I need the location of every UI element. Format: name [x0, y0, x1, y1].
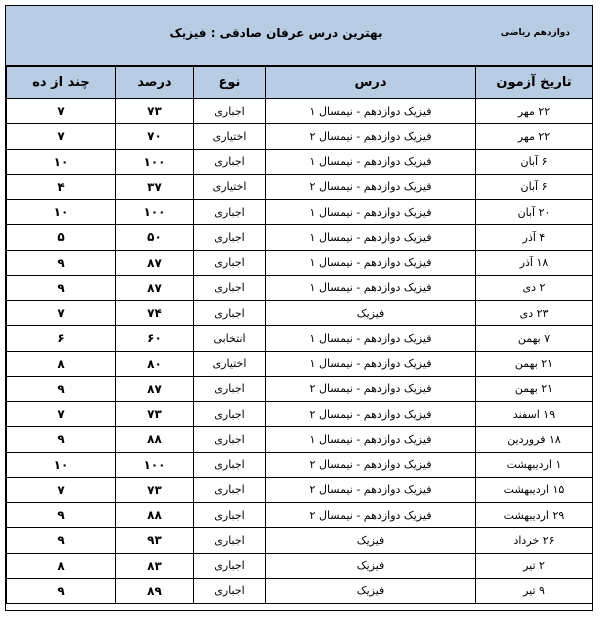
cell-score: ۷ [7, 402, 116, 427]
cell-percent: ۷۰ [116, 124, 194, 149]
cell-percent: ۱۰۰ [116, 452, 194, 477]
cell-score: ۷ [7, 477, 116, 502]
cell-date: ۲۲ مهر [476, 99, 593, 124]
results-table [6, 66, 593, 604]
cell-percent: ۱۰۰ [116, 200, 194, 225]
table-row [7, 301, 593, 326]
column-header-lesson: درس [266, 67, 476, 99]
title-banner [6, 6, 592, 66]
cell-lesson: فیزیک دوازدهم - نیمسال ۱ [266, 427, 476, 452]
cell-type: اختیاری [194, 351, 266, 376]
cell-date: ۲۱ بهمن [476, 376, 593, 401]
cell-percent: ۸۸ [116, 427, 194, 452]
cell-date: ۲۶ خرداد [476, 528, 593, 553]
cell-lesson: فیزیک دوازدهم - نیمسال ۱ [266, 275, 476, 300]
cell-percent: ۵۰ [116, 225, 194, 250]
table-row [7, 149, 593, 174]
cell-lesson: فیزیک دوازدهم - نیمسال ۱ [266, 326, 476, 351]
cell-percent: ۹۳ [116, 528, 194, 553]
cell-lesson: فیزیک [266, 528, 476, 553]
cell-percent: ۸۰ [116, 351, 194, 376]
cell-lesson: فیزیک دوازدهم - نیمسال ۱ [266, 225, 476, 250]
cell-percent: ۸۷ [116, 275, 194, 300]
cell-type: اجباری [194, 477, 266, 502]
table-row [7, 275, 593, 300]
cell-lesson: فیزیک دوازدهم - نیمسال ۱ [266, 250, 476, 275]
cell-date: ۹ تیر [476, 578, 593, 603]
cell-percent: ۷۳ [116, 477, 194, 502]
cell-type: اجباری [194, 250, 266, 275]
cell-type: انتخابی [194, 326, 266, 351]
cell-score: ۷ [7, 99, 116, 124]
cell-type: اجباری [194, 402, 266, 427]
table-row [7, 402, 593, 427]
cell-lesson: فیزیک دوازدهم - نیمسال ۲ [266, 452, 476, 477]
table-row [7, 528, 593, 553]
cell-lesson: فیزیک دوازدهم - نیمسال ۱ [266, 200, 476, 225]
cell-date: ۲ دی [476, 275, 593, 300]
table-row [7, 578, 593, 603]
cell-lesson: فیزیک دوازدهم - نیمسال ۲ [266, 124, 476, 149]
cell-percent: ۸۳ [116, 553, 194, 578]
cell-type: اجباری [194, 301, 266, 326]
report-card [5, 5, 593, 611]
cell-percent: ۳۷ [116, 174, 194, 199]
table-row [7, 452, 593, 477]
cell-score: ۶ [7, 326, 116, 351]
cell-type: اجباری [194, 200, 266, 225]
cell-date: ۱۸ فروردین [476, 427, 593, 452]
column-header-type: نوع [194, 67, 266, 99]
cell-date: ۲۰ آبان [476, 200, 593, 225]
cell-type: اجباری [194, 503, 266, 528]
cell-type: اجباری [194, 578, 266, 603]
cell-score: ۱۰ [7, 149, 116, 174]
cell-lesson: فیزیک دوازدهم - نیمسال ۱ [266, 149, 476, 174]
cell-lesson: فیزیک دوازدهم - نیمسال ۲ [266, 174, 476, 199]
cell-lesson: فیزیک دوازدهم - نیمسال ۲ [266, 376, 476, 401]
cell-type: اجباری [194, 376, 266, 401]
cell-type: اجباری [194, 275, 266, 300]
cell-type: اختیاری [194, 174, 266, 199]
table-row [7, 477, 593, 502]
cell-type: اجباری [194, 553, 266, 578]
table-row [7, 99, 593, 124]
cell-score: ۹ [7, 427, 116, 452]
page-title: بهترین درس عرفان صادقی : فیزیک [169, 26, 383, 40]
cell-lesson: فیزیک دوازدهم - نیمسال ۱ [266, 351, 476, 376]
grade-label: دوازدهم ریاضی [500, 28, 570, 38]
cell-type: اجباری [194, 452, 266, 477]
cell-score: ۸ [7, 553, 116, 578]
table-row [7, 553, 593, 578]
cell-score: ۵ [7, 225, 116, 250]
cell-percent: ۱۰۰ [116, 149, 194, 174]
table-row [7, 503, 593, 528]
cell-date: ۲ تیر [476, 553, 593, 578]
cell-percent: ۸۸ [116, 503, 194, 528]
cell-type: اجباری [194, 528, 266, 553]
cell-percent: ۷۳ [116, 402, 194, 427]
cell-date: ۲۲ مهر [476, 124, 593, 149]
cell-lesson: فیزیک دوازدهم - نیمسال ۲ [266, 402, 476, 427]
cell-type: اجباری [194, 149, 266, 174]
cell-score: ۴ [7, 174, 116, 199]
table-row [7, 225, 593, 250]
cell-percent: ۷۴ [116, 301, 194, 326]
cell-score: ۹ [7, 250, 116, 275]
cell-date: ۶ آبان [476, 149, 593, 174]
column-header-date: تاریخ آزمون [476, 67, 593, 99]
cell-date: ۱۵ اردیبهشت [476, 477, 593, 502]
cell-score: ۹ [7, 376, 116, 401]
cell-date: ۱۸ آذر [476, 250, 593, 275]
table-row [7, 376, 593, 401]
cell-score: ۸ [7, 351, 116, 376]
cell-lesson: فیزیک دوازدهم - نیمسال ۲ [266, 503, 476, 528]
cell-type: اجباری [194, 225, 266, 250]
cell-lesson: فیزیک [266, 578, 476, 603]
cell-score: ۱۰ [7, 200, 116, 225]
table-row [7, 174, 593, 199]
table-row [7, 124, 593, 149]
cell-percent: ۷۳ [116, 99, 194, 124]
cell-date: ۲۹ اردیبهشت [476, 503, 593, 528]
cell-date: ۶ آبان [476, 174, 593, 199]
cell-type: اختیاری [194, 124, 266, 149]
cell-percent: ۸۷ [116, 376, 194, 401]
cell-score: ۹ [7, 578, 116, 603]
cell-score: ۹ [7, 503, 116, 528]
table-row [7, 200, 593, 225]
table-row [7, 351, 593, 376]
cell-date: ۴ آذر [476, 225, 593, 250]
cell-percent: ۸۹ [116, 578, 194, 603]
cell-type: اجباری [194, 427, 266, 452]
cell-date: ۱۹ اسفند [476, 402, 593, 427]
cell-date: ۷ بهمن [476, 326, 593, 351]
cell-lesson: فیزیک [266, 301, 476, 326]
cell-score: ۱۰ [7, 452, 116, 477]
table-row [7, 427, 593, 452]
cell-lesson: فیزیک [266, 553, 476, 578]
table-row [7, 326, 593, 351]
table-header-row [7, 67, 593, 99]
column-header-score: چند از ده [7, 67, 116, 99]
cell-date: ۲۱ بهمن [476, 351, 593, 376]
cell-lesson: فیزیک دوازدهم - نیمسال ۱ [266, 99, 476, 124]
cell-score: ۹ [7, 275, 116, 300]
cell-percent: ۸۷ [116, 250, 194, 275]
column-header-percent: درصد [116, 67, 194, 99]
cell-date: ۲۳ دی [476, 301, 593, 326]
cell-lesson: فیزیک دوازدهم - نیمسال ۲ [266, 477, 476, 502]
cell-score: ۹ [7, 528, 116, 553]
cell-percent: ۶۰ [116, 326, 194, 351]
cell-type: اجباری [194, 99, 266, 124]
table-row [7, 250, 593, 275]
cell-score: ۷ [7, 301, 116, 326]
cell-score: ۷ [7, 124, 116, 149]
cell-date: ۱ اردیبهشت [476, 452, 593, 477]
